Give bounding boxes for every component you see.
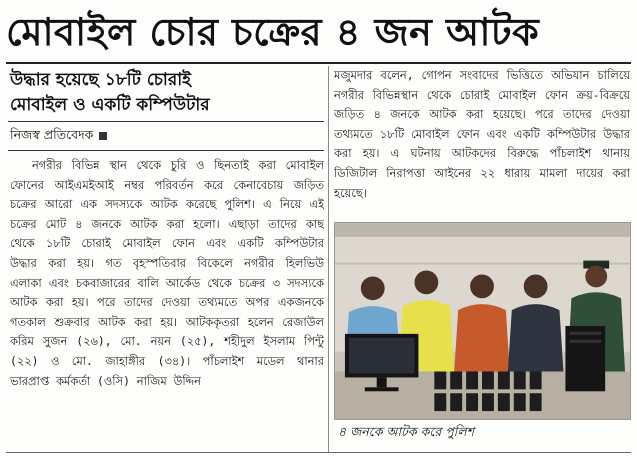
subheadline — [10, 68, 325, 118]
photo-caption: ৪ জনকে আটক করে পুলিশ — [338, 424, 474, 439]
subheadline-line-1: উদ্ধার হয়েছে ১৮টি চোরাই — [10, 70, 191, 90]
body-right-column: মজুমদার বলেন, গোপন সংবাদের ভিত্তিতে অভিযান চালিয়ে নগরীর বিভিন্নস্থান থেকে চোরাই মোবাইল ফোন ক্রয়-বিক্রয়ে জড়িত ৪ জনকে আটক করা হয়েছে। পরে তাদের দেওয়া তথ্যমতে ১৮টি মোবাইল ফোন এবং একটি কম্পিউটার উদ্ধার করা হয়। এ ঘটনায় আটকদের বিরুদ্ধে পাঁচলাইশ থানায় ডিজিটাল নিরাপত্তা আইনের ২২ ধারায় মামলা দায়ের করা হয়েছে। — [334, 68, 630, 200]
byline-text: নিজস্ব প্রতিবেদক — [10, 127, 94, 142]
byline-square-icon — [99, 132, 107, 140]
recovered-computer — [565, 326, 605, 391]
subheadline-line-2: মোবাইল ও একটি কম্পিউটার — [10, 95, 210, 115]
bottom-rule — [6, 452, 631, 453]
body-left-column: নগরীর বিভিন্ন স্থান থেকে চুরি ও ছিনতাই করা মোবাইল ফোনের আইএমইআই নম্বর পরিবর্তন করে কেনাবেচায় জড়িত চক্রের আরো এক সদস্যকে আটক করেছে পুলিশ। এ নিয়ে এই চক্রের মোট ৪ জনকে আটক করা হলো। এছাড়া তাদের কাছ থেকে ১৮টি চোরাই মোবাইল ফোন এবং একটি কম্পিউটার উদ্ধার করা হয়। গত বৃহস্পতিবার বিকেলে নগরীর হিলভিউ এলাকা এবং চকবাজারের বালি আর্কেড থেকে চক্রের ৩ সদস্যকে আটক করা হয়। পরে তাদের দেওয়া তথ্যমতে অপর একজনকে গতকাল শুক্রবার আটক করা হয়। আটককৃতরা হলেন রেজাউল করিম সুজন (২৬), মো. নয়ন (২৫), শহীদুল ইসলাম পিন্টু (২২) ও মো. জাহাঙ্গীর (৩৪)। পাঁচলাইশ মডেল থানার ভারপ্রাপ্ত কর্মকর্তা (ওসি) নাজিম উদ্দিন — [10, 158, 324, 388]
arrested-suspects-photo — [335, 223, 630, 419]
headline: মোবাইল চোর চক্রের ৪ জন আটক — [6, 10, 540, 54]
byline — [10, 125, 310, 145]
column-divider — [328, 66, 329, 452]
subheadline-rule — [8, 121, 324, 122]
byline-rule — [8, 150, 324, 151]
headline-rule — [6, 62, 631, 64]
news-photo — [334, 222, 631, 420]
